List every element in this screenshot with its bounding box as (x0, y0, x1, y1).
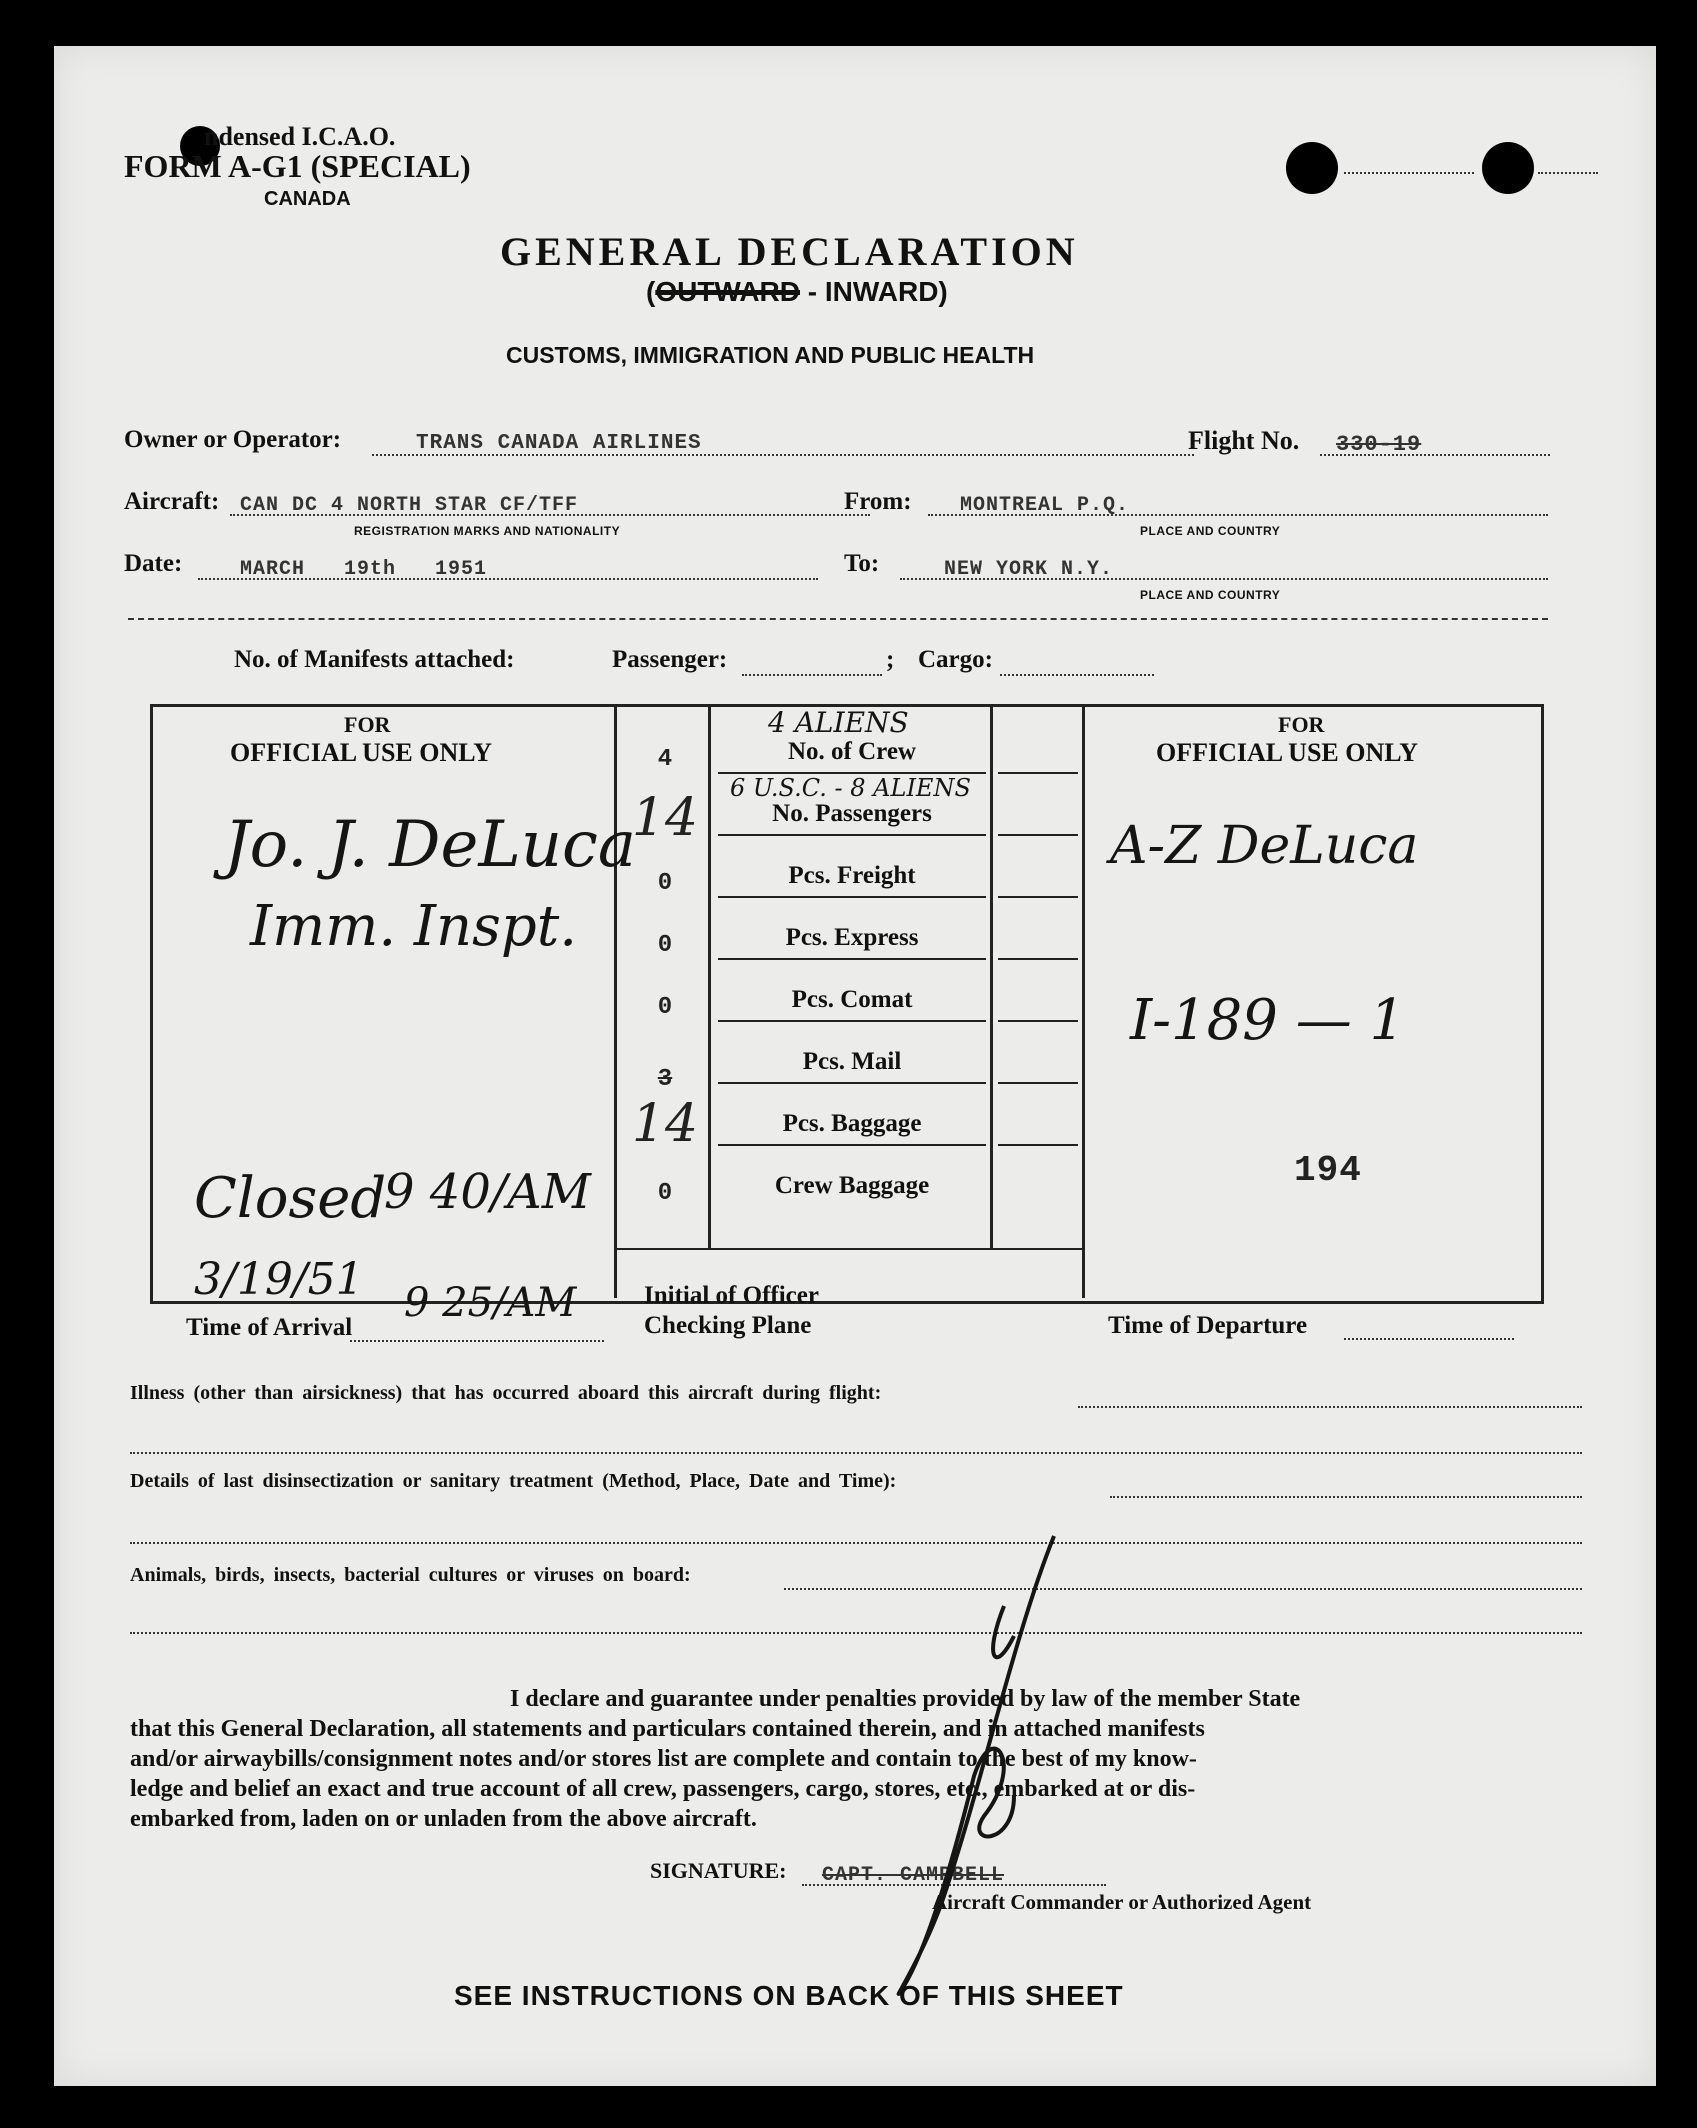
to-value: NEW YORK N.Y. (944, 558, 1114, 581)
initial-officer-label-1: Initial of Officer (644, 1282, 819, 1309)
date-label: Date: (124, 550, 183, 577)
row-passengers-label: No. Passengers (772, 800, 932, 827)
initial-officer-label-2: Checking Plane (644, 1312, 812, 1339)
disinsectization-question: Details of last disinsectization or sanitary treatment (Method, Place, Date and Time): (130, 1470, 897, 1492)
illness-question: Illness (other than airsickness) that has occurred aboard this aircraft during flight: (130, 1382, 882, 1404)
arrival-date-handwritten: 3/19/51 (194, 1254, 364, 1305)
passenger-manifest-label: Passenger: (612, 646, 728, 673)
punch-hole (1286, 142, 1338, 194)
row-crew-baggage-label: Crew Baggage (774, 1172, 930, 1199)
owner-value: TRANS CANADA AIRLINES (416, 432, 702, 455)
declaration-line-3: and/or airwaybills/consignment notes and/or stores list are complete and contain to the best of my know- (130, 1746, 1197, 1772)
owner-label: Owner or Operator: (124, 426, 342, 453)
cargo-manifest-label: Cargo: (918, 646, 993, 673)
right-official-header-2: OFFICIAL USE ONLY (1156, 738, 1418, 767)
from-label: From: (844, 488, 912, 515)
subtitle-open: ( (646, 276, 656, 307)
flight-value: 330-19 (1336, 432, 1422, 457)
page-title: GENERAL DECLARATION (500, 229, 1079, 274)
date-value: MARCH 19th 1951 (240, 558, 488, 581)
manifests-separator: ; (886, 646, 895, 673)
services-line: CUSTOMS, IMMIGRATION AND PUBLIC HEALTH (506, 342, 1035, 368)
page-subtitle (646, 276, 948, 308)
closed-time-handwritten: 9 40/AM (384, 1164, 591, 1220)
to-label: To: (844, 550, 880, 577)
declaration-line-4: ledge and belief an exact and true account of all crew, passengers, cargo, stores, etc., embarked at or dis- (130, 1776, 1196, 1802)
subtitle-inward: - INWARD) (799, 276, 948, 307)
aircraft-caption: REGISTRATION MARKS AND NATIONALITY (354, 524, 621, 538)
to-caption: PLACE AND COUNTRY (1140, 588, 1281, 602)
form-heading-line1: ndensed I.C.A.O. (204, 122, 396, 151)
row-crew-baggage-value: 0 (657, 1180, 673, 1207)
from-caption: PLACE AND COUNTRY (1140, 524, 1281, 538)
subtitle-outward-struck: OUTWARD (655, 276, 800, 307)
row-comat-value: 0 (657, 994, 673, 1021)
aircraft-value: CAN DC 4 NORTH STAR CF/TFF (240, 494, 579, 517)
form-country: CANADA (264, 188, 351, 210)
arrival-label: Time of Arrival (186, 1314, 353, 1341)
left-official-header-1: FOR (344, 712, 391, 737)
officer-title-handwritten: Imm. Inspt. (250, 894, 578, 959)
footer-instructions: SEE INSTRUCTIONS ON BACK OF THIS SHEET (454, 1980, 1124, 2011)
signature-caption: Aircraft Commander or Authorized Agent (932, 1890, 1312, 1914)
aircraft-label: Aircraft: (124, 488, 220, 515)
signature-label: SIGNATURE: (650, 1858, 787, 1883)
row-mail-value: 3 (657, 1066, 673, 1093)
departure-label: Time of Departure (1108, 1312, 1308, 1339)
row-freight-label: Pcs. Freight (788, 862, 916, 889)
arrival-time-handwritten: 9 25/AM (404, 1280, 577, 1326)
declaration-line-2: that this General Declaration, all statements and particulars contained therein, and in attached manifests (130, 1716, 1205, 1742)
divider (128, 618, 1548, 620)
animals-question: Animals, birds, insects, bacterial cultures or viruses on board: (130, 1564, 691, 1586)
right-official-code-handwritten: I-189 — 1 (1130, 988, 1406, 1053)
declaration-sheet (54, 46, 1656, 2086)
row-express-value: 0 (657, 932, 673, 959)
passengers-note-handwritten: 6 U.S.C. - 8 ALIENS (730, 774, 971, 802)
form-number: FORM A-G1 (SPECIAL) (124, 148, 471, 184)
declaration-line-1: I declare and guarantee under penalties provided by law of the member State (510, 1686, 1301, 1712)
signature-value: CAPT. CAMPBELL (822, 1864, 1005, 1887)
handwritten-signature-scrawl (864, 1516, 1084, 2036)
row-passengers-value: 14 (631, 788, 699, 848)
row-baggage-value: 14 (631, 1094, 699, 1154)
row-baggage-label: Pcs. Baggage (782, 1110, 922, 1137)
flight-label: Flight No. (1188, 426, 1300, 455)
stamp-number: 194 (1294, 1150, 1362, 1191)
closed-note-handwritten: Closed (194, 1166, 387, 1231)
left-official-header-2: OFFICIAL USE ONLY (230, 738, 492, 767)
manifests-label: No. of Manifests attached: (234, 646, 515, 673)
row-freight-value: 0 (657, 870, 673, 897)
from-value: MONTREAL P.Q. (960, 494, 1130, 517)
right-official-signature-handwritten: A-Z DeLuca (1110, 816, 1419, 876)
row-comat-label: Pcs. Comat (791, 986, 913, 1013)
declaration-line-5: embarked from, laden on or unladen from the above aircraft. (130, 1806, 757, 1832)
row-crew-value: 4 (657, 746, 673, 773)
officer-signature-handwritten: Jo. J. DeLuca (224, 808, 637, 882)
right-official-header-1: FOR (1278, 712, 1325, 737)
punch-hole (1482, 142, 1534, 194)
row-mail-label: Pcs. Mail (802, 1048, 902, 1075)
crew-note-handwritten: 4 ALIENS (768, 706, 909, 739)
row-crew-label: No. of Crew (788, 738, 916, 765)
row-express-label: Pcs. Express (785, 924, 919, 951)
